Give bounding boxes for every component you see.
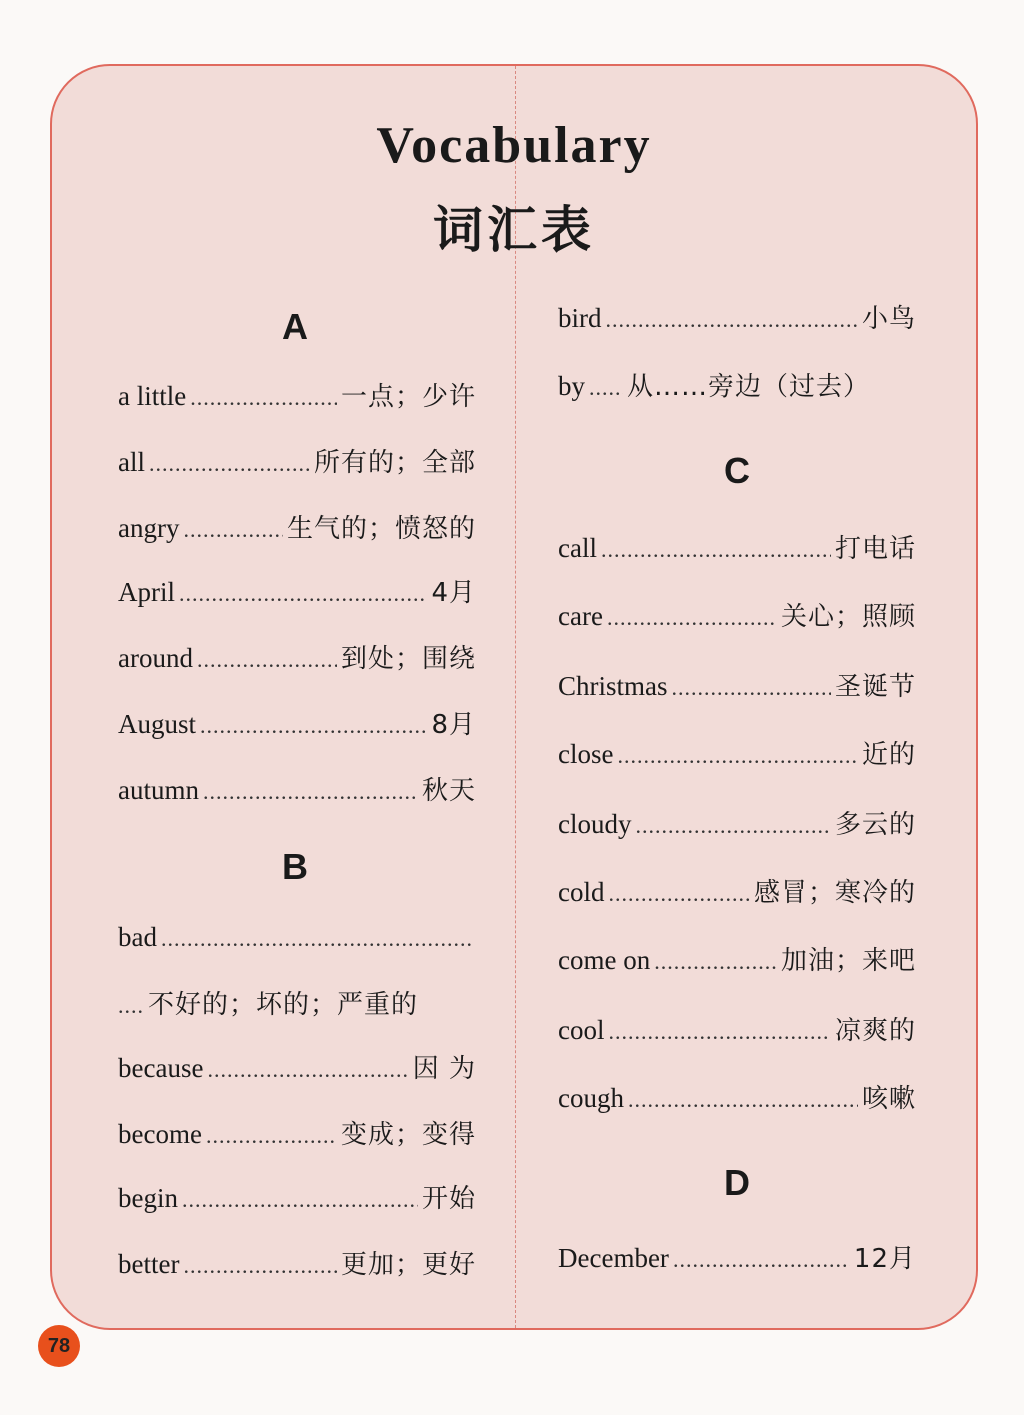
vocab-meaning: 打电话 <box>834 534 916 564</box>
leader-dots <box>589 375 623 401</box>
vocab-meaning: 开始 <box>421 1184 476 1214</box>
leader-dots <box>609 1019 831 1045</box>
leader-dots <box>161 926 472 952</box>
vocab-meaning: 更加；更好 <box>340 1250 476 1280</box>
vocab-word: because <box>118 1053 204 1083</box>
vocab-meaning: 咳嗽 <box>861 1084 916 1114</box>
vocab-meaning: 从……旁边（过去） <box>627 372 871 402</box>
vocab-meaning: 关心；照顾 <box>780 602 916 632</box>
vocab-entry <box>558 1238 916 1274</box>
vocab-entry <box>558 596 916 632</box>
vocab-entry <box>558 734 916 770</box>
vocab-word: all <box>118 447 145 477</box>
leader-dots <box>200 713 427 739</box>
vocab-meaning: 秋天 <box>421 776 476 806</box>
vocab-meaning: 加油；来吧 <box>780 946 916 976</box>
vocab-word: cool <box>558 1015 605 1045</box>
vocab-entry <box>118 770 476 806</box>
leader-dots <box>673 1247 850 1273</box>
vocab-entry <box>118 1244 476 1280</box>
vocab-entry <box>118 1048 476 1084</box>
vocab-entry <box>558 804 916 840</box>
leader-dots <box>197 647 337 673</box>
vocab-entry <box>118 508 476 544</box>
vocab-meaning: 凉爽的 <box>834 1016 916 1046</box>
leader-dots <box>183 517 283 543</box>
vocab-entry <box>558 940 916 976</box>
vocab-entry <box>118 922 476 958</box>
page-number-badge: 78 <box>38 1325 80 1367</box>
vocab-word: close <box>558 739 614 769</box>
vocab-entry <box>558 872 916 908</box>
vocab-word: bad <box>118 922 157 952</box>
vocab-entry <box>558 528 916 564</box>
vocab-meaning: 近的 <box>861 740 916 770</box>
vocab-entry <box>118 704 476 740</box>
vocab-entry-continuation <box>118 984 476 1020</box>
vocab-word: by <box>558 371 585 401</box>
leader-dots <box>636 813 831 839</box>
vocab-word: Christmas <box>558 671 668 701</box>
leader-dots <box>607 605 777 631</box>
leader-dots <box>179 581 427 607</box>
vocab-entry <box>558 298 916 334</box>
leader-dots <box>606 307 858 333</box>
vocab-meaning: 12月 <box>853 1244 916 1274</box>
vocab-word: December <box>558 1243 669 1273</box>
leader-dots <box>207 1057 408 1083</box>
section-letter-d: D <box>724 1162 750 1203</box>
leader-dots <box>190 385 337 411</box>
leader-dots <box>149 451 310 477</box>
vocab-word: cloudy <box>558 809 632 839</box>
vocab-word: autumn <box>118 775 199 805</box>
vocab-entry <box>558 1078 916 1114</box>
leader-dots <box>206 1123 337 1149</box>
vocab-entry <box>118 376 476 412</box>
leader-dots <box>628 1087 858 1113</box>
vocab-meaning: 8月 <box>431 710 476 740</box>
vocab-entry <box>558 1010 916 1046</box>
leader-dots <box>617 743 858 769</box>
vocab-meaning: 圣诞节 <box>834 672 916 702</box>
leader-dots <box>654 949 777 975</box>
vocab-meaning: 生气的；愤怒的 <box>286 514 476 544</box>
vocab-meaning: 一点；少许 <box>340 382 476 412</box>
vocab-entry <box>558 366 916 402</box>
vocab-word: begin <box>118 1183 178 1213</box>
vocab-word: April <box>118 577 175 607</box>
vocab-entry <box>118 1178 476 1214</box>
leader-dots <box>182 1187 418 1213</box>
vocab-meaning: 小鸟 <box>861 304 916 334</box>
page-title-chinese: 词汇表 <box>433 201 595 259</box>
vocab-word: cold <box>558 877 605 907</box>
section-letter-c: C <box>724 450 750 491</box>
vocab-meaning: 所有的；全部 <box>313 448 476 478</box>
section-letter-b: B <box>282 846 308 887</box>
vocab-word: around <box>118 643 193 673</box>
leader-dots <box>118 993 144 1019</box>
vocab-word: become <box>118 1119 202 1149</box>
vocab-word: cough <box>558 1083 624 1113</box>
vocabulary-page <box>50 64 978 1330</box>
leader-dots <box>601 537 831 563</box>
vocab-word: August <box>118 709 197 739</box>
vocab-entry <box>118 442 476 478</box>
vocab-word: come on <box>558 945 651 975</box>
vocab-meaning: 多云的 <box>834 810 916 840</box>
vocab-meaning: 不好的；坏的；严重的 <box>148 990 419 1020</box>
vocab-meaning: 4月 <box>431 578 476 608</box>
vocab-word: better <box>118 1249 180 1279</box>
vocab-meaning: 因 为 <box>412 1054 476 1084</box>
page-title: Vocabulary <box>376 117 652 174</box>
vocab-entry <box>558 666 916 702</box>
leader-dots <box>609 881 750 907</box>
leader-dots <box>672 675 831 701</box>
vocab-meaning: 感冒；寒冷的 <box>753 878 916 908</box>
vocab-word: care <box>558 601 603 631</box>
section-letter-a: A <box>282 306 308 347</box>
leader-dots <box>183 1253 337 1279</box>
leader-dots <box>203 779 418 805</box>
vocab-word: angry <box>118 513 180 543</box>
vocab-word: call <box>558 533 597 563</box>
vocab-word: a little <box>118 381 187 411</box>
vocab-entry <box>118 1114 476 1150</box>
vocab-meaning: 到处；围绕 <box>340 644 476 674</box>
vocab-meaning: 变成；变得 <box>340 1120 476 1150</box>
vocab-entry <box>118 638 476 674</box>
vocab-entry <box>118 572 476 608</box>
vocab-word: bird <box>558 303 602 333</box>
